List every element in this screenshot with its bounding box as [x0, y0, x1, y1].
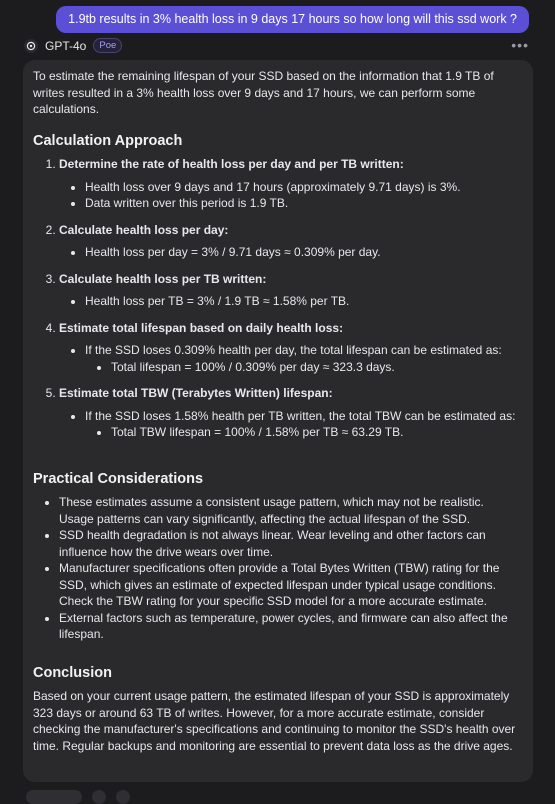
step-bullet: • Health loss over 9 days and 17 hours (approximately 9.71 days) is 3%. [85, 179, 521, 196]
step-item [59, 156, 521, 212]
conclusion-text: Based on your current usage pattern, the estimated lifespan of your SSD is approximately 323 days or around 63 TB of writes. However, for a more accurate estimate, consider checking the manufacturer's specifications and continuing to monitor the SSD's health over time. Regular backups and monitoring are essential to prevent data loss as the drive ages. [33, 689, 516, 753]
more-options-icon[interactable]: ••• [511, 37, 529, 53]
share-button[interactable] [26, 790, 82, 804]
step-title: Calculate health loss per day: [59, 222, 229, 237]
step-bullet: • Health loss per day = 3% / 9.71 days ≈ 0.309% per day. [85, 244, 521, 261]
step-title: Calculate health loss per TB written: [59, 271, 267, 286]
dislike-icon[interactable] [116, 790, 130, 804]
calculation-steps [33, 156, 521, 441]
step-item [59, 271, 521, 310]
step-item [59, 385, 521, 441]
practical-heading: Practical Considerations [33, 470, 204, 487]
step-item [59, 320, 521, 376]
practical-item: • External factors such as temperature, power cycles, and firmware can also affect the lifespan. [59, 610, 521, 643]
conclusion-heading: Conclusion [33, 664, 112, 681]
step-sub-bullet: • Total TBW lifespan = 100% / 1.58% per TB ≈ 63.29 TB. [111, 424, 521, 441]
step-title: Determine the rate of health loss per day and per TB written: [59, 157, 404, 171]
poe-badge: Poe [93, 38, 122, 53]
user-message-bubble: 1.9tb results in 3% health loss in 9 days 17 hours so how long will this ssd work ? [56, 6, 529, 33]
step-item [59, 222, 521, 261]
bot-name[interactable]: GPT-4o [45, 38, 87, 53]
practical-item: • SSD health degradation is not always linear. Wear leveling and other factors can influence how the drive wears over time. [59, 527, 521, 560]
message-actions-bar [26, 790, 130, 804]
practical-list [33, 494, 521, 643]
bot-header [24, 38, 122, 53]
bot-response-card [23, 60, 533, 782]
step-sub-bullet: • Total lifespan = 100% / 0.309% per day ≈ 323.3 days. [111, 359, 521, 376]
response-intro: To estimate the remaining lifespan of your SSD based on the information that 1.9 TB of writes resulted in a 3% health loss over 9 days and 17 hours, we can perform some calculations. [33, 69, 494, 116]
calculation-heading: Calculation Approach [33, 132, 183, 149]
openai-logo-icon[interactable] [24, 39, 38, 53]
practical-item: • These estimates assume a consistent usage pattern, which may not be realistic. Usage patterns can vary significantly, affecting the actual lifespan of the SSD. [59, 494, 521, 527]
practical-item: • Manufacturer specifications often provide a Total Bytes Written (TBW) rating for the SSD, which gives an estimate of expected lifespan under typical usage conditions. Check the TBW rating for your specific SSD model for a more accurate estimate. [59, 560, 521, 610]
like-icon[interactable] [92, 790, 106, 804]
step-title: Estimate total TBW (Terabytes Written) lifespan: [59, 386, 333, 400]
step-bullet: • Data written over this period is 1.9 TB. [85, 195, 521, 212]
step-bullet: • If the SSD loses 1.58% health per TB written, the total TBW can be estimated as: • Total TBW lifespan = 100% / 1.58% per TB ≈ 63.29 TB. [85, 408, 521, 441]
step-bullet: • If the SSD loses 0.309% health per day, the total lifespan can be estimated as: • Total lifespan = 100% / 0.309% per day ≈ 323.3 days. [85, 342, 521, 375]
step-title: Estimate total lifespan based on daily health loss: [59, 320, 344, 335]
step-bullet: • Health loss per TB = 3% / 1.9 TB ≈ 1.58% per TB. [85, 293, 521, 310]
